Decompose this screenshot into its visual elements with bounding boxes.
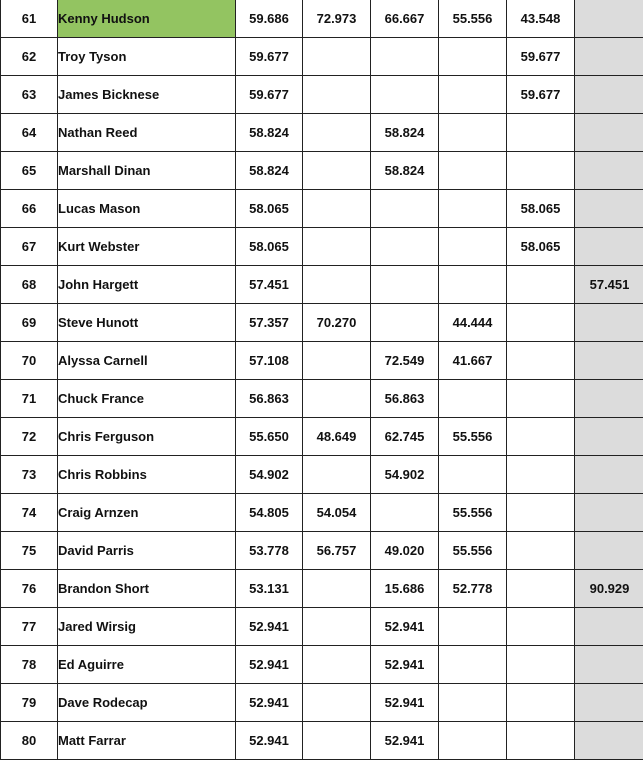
score-col-2-cell bbox=[371, 494, 439, 532]
rank-cell: 74 bbox=[1, 494, 58, 532]
score-col-2-cell: 52.941 bbox=[371, 608, 439, 646]
score-col-2-cell bbox=[371, 228, 439, 266]
score-col-3-cell bbox=[439, 152, 507, 190]
table-row bbox=[1, 532, 643, 570]
score-col-1-cell: 72.973 bbox=[303, 0, 371, 38]
score-col-3-cell bbox=[439, 608, 507, 646]
score-col-2-cell bbox=[371, 190, 439, 228]
table-row bbox=[1, 494, 643, 532]
score-col-4-cell bbox=[507, 570, 575, 608]
name-cell: Kenny Hudson bbox=[58, 0, 236, 38]
table-row bbox=[1, 0, 643, 38]
score-col-3-cell bbox=[439, 456, 507, 494]
name-cell: Brandon Short bbox=[58, 570, 236, 608]
rank-cell: 73 bbox=[1, 456, 58, 494]
score-col-5-cell bbox=[575, 532, 643, 570]
table-row bbox=[1, 418, 643, 456]
score-col-2-cell bbox=[371, 38, 439, 76]
name-cell: Jared Wirsig bbox=[58, 608, 236, 646]
score-col-1-cell: 70.270 bbox=[303, 304, 371, 342]
score-col-5-cell bbox=[575, 494, 643, 532]
name-cell: Chris Robbins bbox=[58, 456, 236, 494]
name-cell: Marshall Dinan bbox=[58, 152, 236, 190]
score-col-1-cell bbox=[303, 570, 371, 608]
name-cell: Kurt Webster bbox=[58, 228, 236, 266]
rank-cell: 79 bbox=[1, 684, 58, 722]
rank-cell: 64 bbox=[1, 114, 58, 152]
score-col-5-cell: 90.929 bbox=[575, 570, 643, 608]
standings-body bbox=[1, 0, 643, 760]
score-col-4-cell bbox=[507, 532, 575, 570]
score-col-4-cell bbox=[507, 722, 575, 760]
score-col-2-cell: 52.941 bbox=[371, 684, 439, 722]
score-col-3-cell bbox=[439, 190, 507, 228]
score-col-4-cell bbox=[507, 266, 575, 304]
table-row bbox=[1, 722, 643, 760]
table-row bbox=[1, 342, 643, 380]
rank-cell: 63 bbox=[1, 76, 58, 114]
score-col-3-cell: 41.667 bbox=[439, 342, 507, 380]
table-row bbox=[1, 266, 643, 304]
score-col-1-cell bbox=[303, 38, 371, 76]
overall-score-cell: 57.451 bbox=[236, 266, 303, 304]
score-col-1-cell bbox=[303, 342, 371, 380]
score-col-2-cell: 56.863 bbox=[371, 380, 439, 418]
rank-cell: 75 bbox=[1, 532, 58, 570]
name-cell: John Hargett bbox=[58, 266, 236, 304]
name-cell: Lucas Mason bbox=[58, 190, 236, 228]
score-col-2-cell: 15.686 bbox=[371, 570, 439, 608]
score-col-3-cell bbox=[439, 114, 507, 152]
score-col-3-cell bbox=[439, 38, 507, 76]
rank-cell: 66 bbox=[1, 190, 58, 228]
score-col-2-cell: 49.020 bbox=[371, 532, 439, 570]
score-col-5-cell bbox=[575, 608, 643, 646]
score-col-5-cell bbox=[575, 190, 643, 228]
overall-score-cell: 57.357 bbox=[236, 304, 303, 342]
score-col-2-cell: 62.745 bbox=[371, 418, 439, 456]
rank-cell: 65 bbox=[1, 152, 58, 190]
score-col-3-cell: 55.556 bbox=[439, 494, 507, 532]
score-col-1-cell: 56.757 bbox=[303, 532, 371, 570]
name-cell: Dave Rodecap bbox=[58, 684, 236, 722]
score-col-4-cell bbox=[507, 342, 575, 380]
score-col-3-cell bbox=[439, 266, 507, 304]
name-cell: Alyssa Carnell bbox=[58, 342, 236, 380]
score-col-5-cell bbox=[575, 342, 643, 380]
table-row bbox=[1, 76, 643, 114]
table-row bbox=[1, 456, 643, 494]
table-row bbox=[1, 152, 643, 190]
score-col-5-cell bbox=[575, 418, 643, 456]
overall-score-cell: 54.805 bbox=[236, 494, 303, 532]
name-cell: Troy Tyson bbox=[58, 38, 236, 76]
score-col-3-cell bbox=[439, 722, 507, 760]
rank-cell: 72 bbox=[1, 418, 58, 456]
rank-cell: 67 bbox=[1, 228, 58, 266]
score-col-5-cell bbox=[575, 456, 643, 494]
name-cell: James Bicknese bbox=[58, 76, 236, 114]
score-col-1-cell bbox=[303, 190, 371, 228]
score-col-3-cell bbox=[439, 76, 507, 114]
score-col-3-cell: 52.778 bbox=[439, 570, 507, 608]
score-col-1-cell bbox=[303, 608, 371, 646]
name-cell: Chris Ferguson bbox=[58, 418, 236, 456]
table-row bbox=[1, 380, 643, 418]
overall-score-cell: 52.941 bbox=[236, 608, 303, 646]
rank-cell: 70 bbox=[1, 342, 58, 380]
score-col-1-cell: 48.649 bbox=[303, 418, 371, 456]
score-col-1-cell bbox=[303, 380, 371, 418]
score-col-5-cell bbox=[575, 304, 643, 342]
overall-score-cell: 56.863 bbox=[236, 380, 303, 418]
score-col-1-cell: 54.054 bbox=[303, 494, 371, 532]
rank-cell: 62 bbox=[1, 38, 58, 76]
score-col-3-cell bbox=[439, 228, 507, 266]
table-row bbox=[1, 570, 643, 608]
score-col-4-cell bbox=[507, 380, 575, 418]
overall-score-cell: 52.941 bbox=[236, 684, 303, 722]
score-col-4-cell bbox=[507, 114, 575, 152]
table-row bbox=[1, 608, 643, 646]
score-col-2-cell: 66.667 bbox=[371, 0, 439, 38]
rank-cell: 68 bbox=[1, 266, 58, 304]
score-col-5-cell bbox=[575, 0, 643, 38]
score-col-4-cell: 59.677 bbox=[507, 76, 575, 114]
table-row bbox=[1, 304, 643, 342]
score-col-2-cell: 72.549 bbox=[371, 342, 439, 380]
table-row bbox=[1, 684, 643, 722]
score-col-4-cell bbox=[507, 304, 575, 342]
rank-cell: 69 bbox=[1, 304, 58, 342]
score-col-2-cell: 54.902 bbox=[371, 456, 439, 494]
overall-score-cell: 59.677 bbox=[236, 38, 303, 76]
overall-score-cell: 54.902 bbox=[236, 456, 303, 494]
name-cell: Chuck France bbox=[58, 380, 236, 418]
score-col-2-cell: 52.941 bbox=[371, 646, 439, 684]
score-col-3-cell: 55.556 bbox=[439, 0, 507, 38]
rank-cell: 76 bbox=[1, 570, 58, 608]
overall-score-cell: 59.686 bbox=[236, 0, 303, 38]
score-col-4-cell: 58.065 bbox=[507, 190, 575, 228]
rank-cell: 61 bbox=[1, 0, 58, 38]
score-col-1-cell bbox=[303, 456, 371, 494]
score-col-3-cell: 55.556 bbox=[439, 418, 507, 456]
overall-score-cell: 59.677 bbox=[236, 76, 303, 114]
overall-score-cell: 58.824 bbox=[236, 114, 303, 152]
score-col-1-cell bbox=[303, 152, 371, 190]
name-cell: Ed Aguirre bbox=[58, 646, 236, 684]
overall-score-cell: 55.650 bbox=[236, 418, 303, 456]
score-col-4-cell: 59.677 bbox=[507, 38, 575, 76]
overall-score-cell: 52.941 bbox=[236, 646, 303, 684]
rank-cell: 78 bbox=[1, 646, 58, 684]
score-col-5-cell bbox=[575, 38, 643, 76]
table-row bbox=[1, 114, 643, 152]
score-col-4-cell: 58.065 bbox=[507, 228, 575, 266]
score-col-5-cell bbox=[575, 76, 643, 114]
name-cell: Matt Farrar bbox=[58, 722, 236, 760]
score-col-2-cell bbox=[371, 304, 439, 342]
rank-cell: 71 bbox=[1, 380, 58, 418]
score-col-3-cell bbox=[439, 380, 507, 418]
score-col-5-cell bbox=[575, 152, 643, 190]
name-cell: Steve Hunott bbox=[58, 304, 236, 342]
table-row bbox=[1, 228, 643, 266]
score-col-5-cell bbox=[575, 114, 643, 152]
score-col-1-cell bbox=[303, 76, 371, 114]
score-col-5-cell bbox=[575, 646, 643, 684]
table-row bbox=[1, 190, 643, 228]
score-col-1-cell bbox=[303, 266, 371, 304]
score-col-3-cell bbox=[439, 684, 507, 722]
score-col-4-cell bbox=[507, 152, 575, 190]
score-col-4-cell bbox=[507, 494, 575, 532]
overall-score-cell: 53.131 bbox=[236, 570, 303, 608]
score-col-4-cell bbox=[507, 646, 575, 684]
name-cell: Nathan Reed bbox=[58, 114, 236, 152]
score-col-2-cell: 58.824 bbox=[371, 152, 439, 190]
overall-score-cell: 58.065 bbox=[236, 228, 303, 266]
score-col-5-cell bbox=[575, 684, 643, 722]
score-col-4-cell bbox=[507, 608, 575, 646]
score-col-4-cell bbox=[507, 456, 575, 494]
overall-score-cell: 53.778 bbox=[236, 532, 303, 570]
overall-score-cell: 52.941 bbox=[236, 722, 303, 760]
score-col-1-cell bbox=[303, 114, 371, 152]
score-col-4-cell bbox=[507, 418, 575, 456]
score-col-3-cell: 44.444 bbox=[439, 304, 507, 342]
table-row bbox=[1, 38, 643, 76]
score-col-2-cell: 52.941 bbox=[371, 722, 439, 760]
score-col-2-cell bbox=[371, 76, 439, 114]
score-col-1-cell bbox=[303, 684, 371, 722]
score-col-1-cell bbox=[303, 228, 371, 266]
score-col-5-cell bbox=[575, 228, 643, 266]
rank-cell: 80 bbox=[1, 722, 58, 760]
score-col-4-cell bbox=[507, 684, 575, 722]
rank-cell: 77 bbox=[1, 608, 58, 646]
name-cell: David Parris bbox=[58, 532, 236, 570]
overall-score-cell: 58.065 bbox=[236, 190, 303, 228]
overall-score-cell: 57.108 bbox=[236, 342, 303, 380]
table-row bbox=[1, 646, 643, 684]
overall-score-cell: 58.824 bbox=[236, 152, 303, 190]
score-col-5-cell bbox=[575, 380, 643, 418]
score-col-4-cell: 43.548 bbox=[507, 0, 575, 38]
score-col-1-cell bbox=[303, 722, 371, 760]
score-col-1-cell bbox=[303, 646, 371, 684]
score-col-3-cell bbox=[439, 646, 507, 684]
score-col-2-cell: 58.824 bbox=[371, 114, 439, 152]
score-col-3-cell: 55.556 bbox=[439, 532, 507, 570]
score-col-2-cell bbox=[371, 266, 439, 304]
name-cell: Craig Arnzen bbox=[58, 494, 236, 532]
score-col-5-cell: 57.451 bbox=[575, 266, 643, 304]
score-col-5-cell bbox=[575, 722, 643, 760]
